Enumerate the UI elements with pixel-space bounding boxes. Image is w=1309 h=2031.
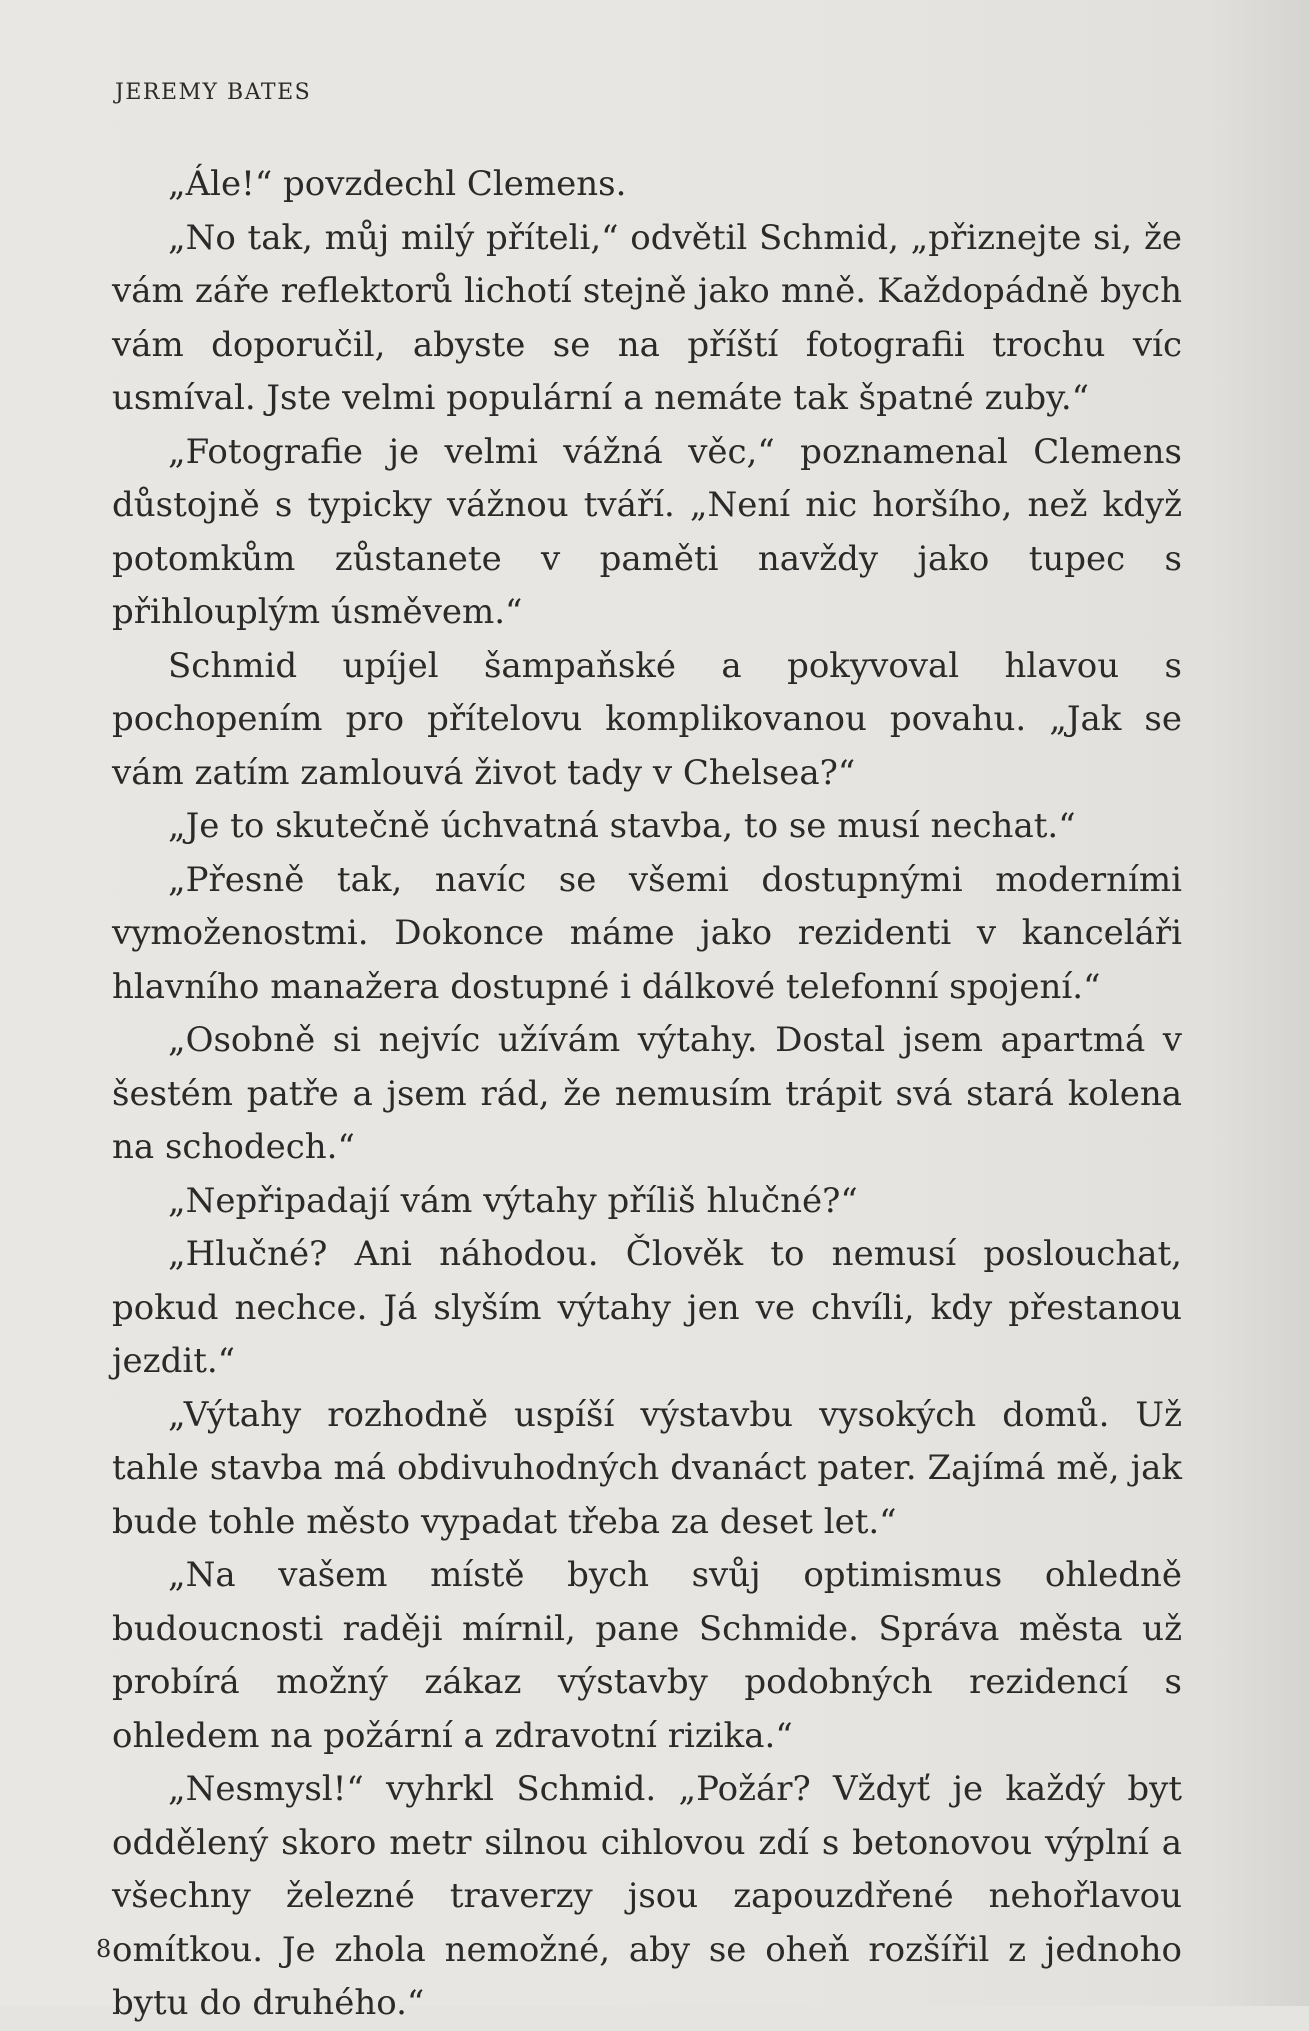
paragraph: Schmid upíjel šampaňské a pokyvoval hlavou s pochopením pro přítelovu komplikovanou povahu. „Jak se vám zatím zamlouvá život tady v Chelsea?“	[112, 645, 1182, 793]
paragraph: „Na vašem místě bych svůj optimismus ohledně budoucnosti raději mírnil, pane Schmide. Správa města už probírá možný zákaz výstavby podobných rezidencí s ohledem na požární a zdravotní rizika.“	[112, 1555, 1182, 1756]
paragraph: „Hlučné? Ani náhodou. Člověk to nemusí poslouchat, pokud nechce. Já slyším výtahy jen ve chvíli, kdy přestanou jezdit.“	[112, 1234, 1182, 1381]
page-number: 8	[96, 1935, 112, 1963]
paragraph: „Ále!“ povzdechl Clemens.	[168, 164, 627, 204]
paragraph: „Fotografie je velmi vážná věc,“ poznamenal Clemens důstojně s typicky vážnou tváří. „Není nic horšího, než když potomkům zůstanete v paměti navždy jako tupec s přihlouplým úsměvem.“	[112, 431, 1182, 632]
paragraph: „No tak, můj milý příteli,“ odvětil Schmid, „přiznejte si, že vám záře reflektorů lichotí stejně jako mně. Každopádně bych vám doporučil, abyste se na příští fotografii trochu víc usmíval. Jste velmi populární a nemáte tak špatné zuby.“	[112, 217, 1182, 418]
paragraph: „Osobně si nejvíc užívám výtahy. Dostal jsem apartmá v šestém patře a jsem rád, že nemusím trápit svá stará kolena na schodech.“	[112, 1020, 1182, 1167]
body-text	[112, 158, 1182, 2031]
paragraph: „Přesně tak, navíc se všemi dostupnými moderními vymoženostmi. Dokonce máme jako rezidenti v kanceláři hlavního manažera dostupné i dálkové telefonní spojení.“	[112, 859, 1182, 1007]
paragraph: „Nepřipadají vám výtahy příliš hlučné?“	[168, 1180, 858, 1221]
paragraph: „Nesmysl!“ vyhrkl Schmid. „Požár? Vždyť je každý byt oddělený skoro metr silnou cihlovou zdí s betonovou výplní a všechny železné traverzy jsou zapouzdřené nehořlavou omítkou. Je zhola nemožné, aby se oheň rozšířil z jednoho bytu do druhého.“	[112, 1769, 1182, 2023]
paragraph: „Je to skutečně úchvatná stavba, to se musí nechat.“	[168, 806, 1076, 846]
running-head: JEREMY BATES	[115, 80, 312, 105]
paragraph: „Výtahy rozhodně uspíší výstavbu vysokých domů. Už tahle stavba má obdivuhodných dvanáct pater. Zajímá mě, jak bude tohle město vypadat třeba za deset let.“	[112, 1394, 1182, 1542]
